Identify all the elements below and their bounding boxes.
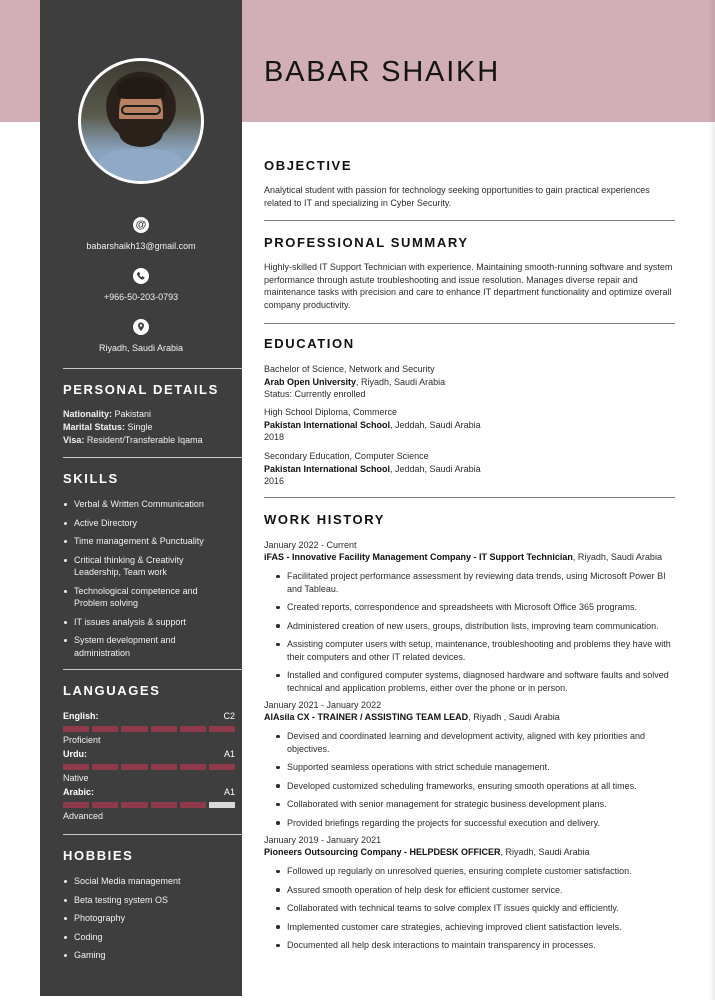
objective-title: OBJECTIVE bbox=[264, 158, 353, 173]
language-level-text: Advanced bbox=[63, 811, 104, 821]
languages-title: LANGUAGES bbox=[63, 683, 161, 698]
phone-text: +966-50-203-0793 bbox=[103, 292, 179, 302]
job-header bbox=[264, 834, 675, 858]
list-item: Critical thinking & Creativity Leadership, Team work bbox=[63, 554, 233, 579]
list-item: Administered creation of new users, groups, distribution lists, improving team communication. bbox=[276, 620, 674, 633]
edu-extra: 2018 bbox=[264, 432, 285, 442]
list-item: Followed up regularly on unresolved queries, ensuring complete customer satisfaction. bbox=[276, 865, 674, 878]
work-history-title: WORK HISTORY bbox=[264, 512, 386, 527]
photo-glasses bbox=[121, 105, 161, 115]
photo-hair bbox=[117, 77, 165, 99]
list-item: Gaming bbox=[63, 949, 233, 962]
job-bullets bbox=[276, 865, 674, 958]
language-urdu bbox=[63, 749, 235, 783]
level-segment bbox=[121, 802, 147, 808]
summary-title: PROFESSIONAL SUMMARY bbox=[264, 235, 469, 250]
list-item: IT issues analysis & support bbox=[63, 616, 233, 629]
nationality-line bbox=[63, 409, 151, 419]
level-segment bbox=[180, 726, 206, 732]
job-place: , Riyadh, Saudi Arabia bbox=[500, 847, 590, 857]
job-role: iFAS - Innovative Facility Management Company - IT Support Technician bbox=[264, 552, 573, 562]
level-segment bbox=[151, 802, 177, 808]
contact-location bbox=[40, 319, 242, 353]
personal-details-title: PERSONAL DETAILS bbox=[63, 382, 219, 397]
visa-value: Resident/Transferable Iqama bbox=[86, 435, 203, 445]
sidebar-divider bbox=[63, 834, 242, 835]
skills-title: SKILLS bbox=[63, 471, 119, 486]
sidebar-divider bbox=[63, 457, 242, 458]
language-code: A1 bbox=[223, 787, 235, 797]
edu-school: Pakistan International School bbox=[264, 419, 391, 430]
email-text[interactable]: babarshaikh13@gmail.com bbox=[86, 241, 196, 251]
level-segment bbox=[209, 726, 235, 732]
job-dates: January 2021 - January 2022 bbox=[264, 700, 382, 710]
marital-label: Marital Status: bbox=[63, 422, 126, 432]
section-divider bbox=[264, 220, 675, 221]
list-item: Photography bbox=[63, 912, 233, 925]
education-entry bbox=[264, 363, 675, 401]
language-code: A1 bbox=[223, 749, 235, 759]
level-segment bbox=[63, 802, 89, 808]
list-item: Collaborated with technical teams to solve complex IT issues quickly and efficiently. bbox=[276, 902, 674, 915]
list-item: Facilitated project performance assessment by reviewing data trends, using Microsoft Power BI and Tableau. bbox=[276, 570, 674, 595]
list-item: Collaborated with senior management for strategic business development plans. bbox=[276, 798, 674, 811]
level-segment bbox=[151, 764, 177, 770]
level-segment bbox=[209, 802, 235, 808]
level-segment bbox=[92, 764, 118, 770]
edu-extra: 2016 bbox=[264, 476, 285, 486]
section-divider bbox=[264, 497, 675, 498]
list-item: Provided briefings regarding the projects for successful execution and delivery. bbox=[276, 817, 674, 830]
hobbies-list bbox=[63, 875, 233, 962]
list-item: Devised and coordinated learning and development activity, aligned with key priorities and objectives. bbox=[276, 730, 674, 755]
education-title: EDUCATION bbox=[264, 336, 355, 351]
nationality-label: Nationality: bbox=[63, 409, 113, 419]
phone-icon bbox=[133, 268, 149, 284]
list-item: Assisting computer users with setup, maintenance, troubleshooting and problems they have with their computers and other IT related devices. bbox=[276, 638, 674, 663]
objective-text: Analytical student with passion for technology seeking opportunities to gain practical experiences related to IT and specializing in Cyber Security. bbox=[264, 185, 650, 208]
summary-text: Highly-skilled IT Support Technician with experience. Maintaining smooth-running software and system performance through astute troubleshooting and issue resolution. Manages diverse repair and maintenance tasks with precision and care to enhance IT department functionality and optimize overall company productivity. bbox=[264, 262, 673, 310]
list-item: Installed and configured computer systems, diagnosed hardware and software faults and solved technical and application problems, either over the phone or in person. bbox=[276, 669, 674, 694]
language-name: Urdu: bbox=[63, 749, 87, 759]
list-item: Social Media management bbox=[63, 875, 233, 888]
edu-degree: High School Diploma, Commerce bbox=[264, 407, 398, 417]
edu-degree: Secondary Education, Computer Science bbox=[264, 451, 429, 461]
list-item: Verbal & Written Communication bbox=[63, 498, 233, 511]
list-item: System development and administration bbox=[63, 634, 233, 659]
job-dates: January 2022 - Current bbox=[264, 540, 357, 550]
skills-list bbox=[63, 498, 233, 659]
level-segment bbox=[92, 802, 118, 808]
job-header bbox=[264, 699, 675, 723]
language-level-bar bbox=[63, 726, 235, 732]
level-segment bbox=[151, 726, 177, 732]
level-segment bbox=[92, 726, 118, 732]
list-item: Supported seamless operations with strict schedule management. bbox=[276, 761, 674, 774]
candidate-name: BABAR SHAIKH bbox=[264, 56, 500, 88]
level-segment bbox=[209, 764, 235, 770]
list-item: Created reports, correspondence and spreadsheets with Microsoft Office 365 programs. bbox=[276, 601, 674, 614]
job-place: , Riyadh , Saudi Arabia bbox=[468, 712, 560, 722]
marital-line bbox=[63, 422, 153, 432]
list-item: Documented all help desk interactions to maintain transparency in processes. bbox=[276, 939, 674, 952]
sidebar bbox=[40, 0, 242, 996]
list-item: Assured smooth operation of help desk for efficient customer service. bbox=[276, 884, 674, 897]
language-level-bar bbox=[63, 764, 235, 770]
list-item: Coding bbox=[63, 931, 233, 944]
language-english bbox=[63, 711, 235, 745]
list-item: Beta testing system OS bbox=[63, 894, 233, 907]
photo-shirt bbox=[97, 149, 185, 181]
sidebar-divider bbox=[63, 368, 242, 369]
edu-place: , Jeddah, Saudi Arabia bbox=[390, 419, 481, 430]
list-item: Active Directory bbox=[63, 517, 233, 530]
language-level-text: Native bbox=[63, 773, 89, 783]
photo-beard bbox=[119, 119, 163, 147]
language-level-text: Proficient bbox=[63, 735, 101, 745]
education-entry bbox=[264, 406, 675, 444]
job-place: , Riyadh, Saudi Arabia bbox=[572, 552, 662, 562]
profile-photo bbox=[81, 61, 201, 181]
list-item: Developed customized scheduling frameworks, ensuring smooth operations at all times. bbox=[276, 780, 674, 793]
edu-extra: Status: Currently enrolled bbox=[264, 389, 366, 399]
map-pin-icon bbox=[133, 319, 149, 335]
hobbies-title: HOBBIES bbox=[63, 848, 134, 863]
language-name: English: bbox=[63, 711, 99, 721]
language-code: C2 bbox=[223, 711, 235, 721]
list-item: Implemented customer care strategies, achieving improved client satisfaction levels. bbox=[276, 921, 674, 934]
visa-line bbox=[63, 435, 203, 445]
sidebar-divider bbox=[63, 669, 242, 670]
level-segment bbox=[180, 802, 206, 808]
level-segment bbox=[121, 764, 147, 770]
edu-degree: Bachelor of Science, Network and Security bbox=[264, 364, 435, 374]
level-segment bbox=[180, 764, 206, 770]
level-segment bbox=[63, 726, 89, 732]
language-name: Arabic: bbox=[63, 787, 95, 797]
edu-school: Pakistan International School bbox=[264, 463, 391, 474]
location-text: Riyadh, Saudi Arabia bbox=[98, 343, 184, 353]
section-divider bbox=[264, 323, 675, 324]
marital-value: Single bbox=[127, 422, 153, 432]
nationality-value: Pakistani bbox=[114, 409, 152, 419]
contact-email bbox=[40, 217, 242, 251]
visa-label: Visa: bbox=[63, 435, 85, 445]
job-role: Pioneers Outsourcing Company - HELPDESK OFFICER bbox=[264, 847, 501, 857]
job-role: AlAsila CX - TRAINER / ASSISTING TEAM LEAD bbox=[264, 712, 469, 722]
job-dates: January 2019 - January 2021 bbox=[264, 835, 382, 845]
contact-phone bbox=[40, 268, 242, 302]
edu-school: Arab Open University bbox=[264, 376, 357, 387]
list-item: Time management & Punctuality bbox=[63, 535, 233, 548]
language-level-bar bbox=[63, 802, 235, 808]
edu-place: , Riyadh, Saudi Arabia bbox=[356, 376, 446, 387]
education-entry bbox=[264, 450, 675, 488]
language-arabic bbox=[63, 787, 235, 821]
job-bullets bbox=[276, 570, 674, 700]
level-segment bbox=[63, 764, 89, 770]
job-bullets bbox=[276, 730, 674, 835]
level-segment bbox=[121, 726, 147, 732]
list-item: Technological competence and Problem solving bbox=[63, 585, 233, 610]
at-icon: @ bbox=[133, 217, 149, 233]
job-header bbox=[264, 539, 675, 563]
profile-photo-frame bbox=[78, 58, 204, 184]
edu-place: , Jeddah, Saudi Arabia bbox=[390, 463, 481, 474]
page-edge-shadow bbox=[709, 0, 715, 1000]
